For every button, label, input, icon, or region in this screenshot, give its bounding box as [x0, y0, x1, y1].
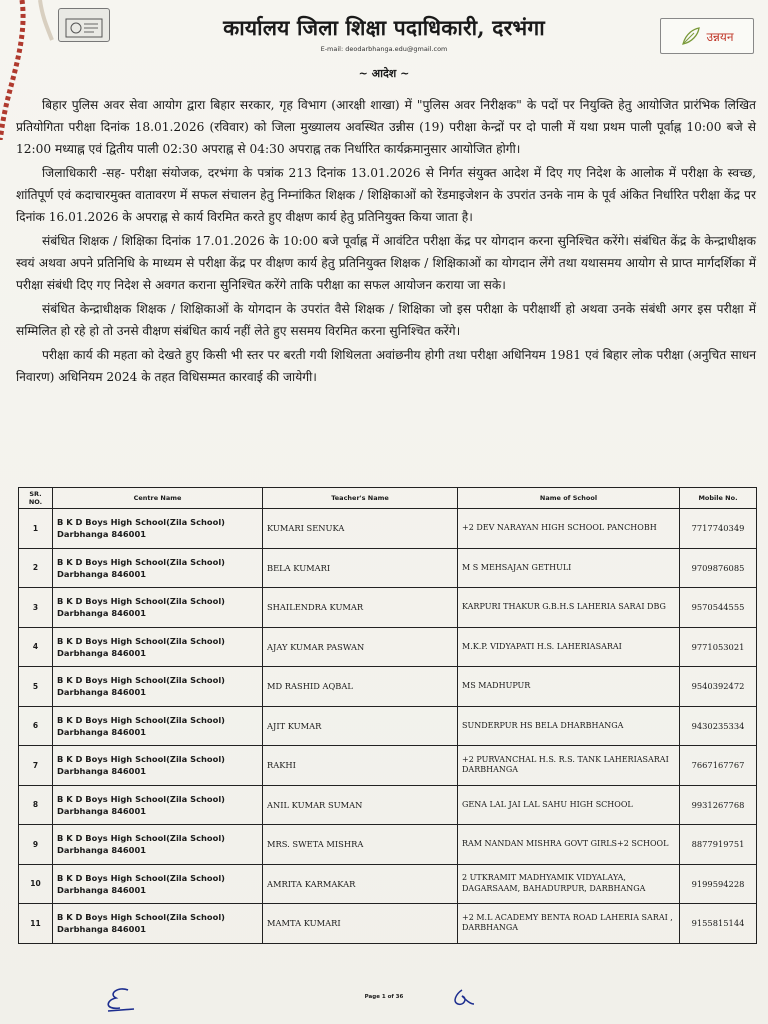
- signature-right: [446, 986, 476, 1010]
- mobile-cell: 7717740349: [680, 509, 757, 549]
- paragraph: संबंधित शिक्षक / शिक्षिका दिनांक 17.01.2026 के 10:00 बजे पूर्वाह्न में आवंटित परीक्षा केंद्र पर योगदान करना सुनिश्चित करेंगे। संबंधित केंद्र के केन्द्राधीक्षक स्वयं अथवा अपने प्रतिनिधि के माध्यम से परीक्षा केंद्र पर वीक्षण कार्य हेतु प्रतिनियुक्त शिक्षक / शिक्षिकाओं का योगदान लेंगे तथा यथासमय आयोग से प्राप्त मार्गदर्शिका में परीक्षा संबंधी दिए गए निदेश से अवगत कराना सुनिश्चित करेंगे ताकि परीक्षा का सफल आयोजन कराया जा सके।: [16, 234, 756, 292]
- office-title: कार्यालय जिला शिक्षा पदाधिकारी, दरभंगा: [223, 15, 545, 40]
- school-cell: M S MEHSAJAN GETHULI: [458, 548, 680, 588]
- paragraph: परीक्षा कार्य की महता को देखते हुए किसी भी स्तर पर बरती गयी शिथिलता अवांछनीय होगी तथा परीक्षा अधिनियम 1981 एवं बिहार लोक परीक्षा (अनुचित साधन निवारण) अधिनियम 2024 के तहत विधिसम्मत कारवाई की जायेगी।: [16, 348, 756, 384]
- table-row: [19, 864, 757, 904]
- centre-cell: [53, 509, 263, 549]
- centre-city: Darbhanga 846001: [57, 647, 146, 658]
- sr-cell: 8: [19, 785, 53, 825]
- centre-cell: [53, 904, 263, 944]
- sr-cell: 5: [19, 667, 53, 707]
- page-number: Page 1 of 36: [364, 994, 404, 1000]
- centre-name: B K D Boys High School(Zila School): [57, 912, 225, 923]
- centre-cell: [53, 548, 263, 588]
- centre-name: B K D Boys High School(Zila School): [57, 754, 225, 765]
- school-cell: +2 PURVANCHAL H.S. R.S. TANK LAHERIASARAI DARBHANGA: [458, 746, 680, 786]
- teacher-cell: ANIL KUMAR SUMAN: [263, 785, 458, 825]
- centre-cell: [53, 627, 263, 667]
- school-cell: MS MADHUPUR: [458, 667, 680, 707]
- sr-cell: 10: [19, 864, 53, 904]
- table-row: [19, 588, 757, 628]
- centre-city: Darbhanga 846001: [57, 726, 146, 737]
- centre-name: B K D Boys High School(Zila School): [57, 675, 225, 686]
- school-cell: GENA LAL JAI LAL SAHU HIGH SCHOOL: [458, 785, 680, 825]
- school-cell: SUNDERPUR HS BELA DHARBHANGA: [458, 706, 680, 746]
- mobile-cell: 9570544555: [680, 588, 757, 628]
- table-header-row: [19, 488, 757, 509]
- invigilator-table: [18, 487, 757, 944]
- table-row: [19, 667, 757, 707]
- school-cell: RAM NANDAN MISHRA GOVT GIRLS+2 SCHOOL: [458, 825, 680, 865]
- centre-city: Darbhanga 846001: [57, 687, 146, 698]
- mobile-cell: 9931267768: [680, 785, 757, 825]
- column-header-sr: SR. NO.: [19, 488, 53, 509]
- school-cell: +2 M.L ACADEMY BENTA ROAD LAHERIA SARAI , DARBHANGA: [458, 904, 680, 944]
- table-row: [19, 548, 757, 588]
- centre-city: Darbhanga 846001: [57, 568, 146, 579]
- teacher-cell: RAKHI: [263, 746, 458, 786]
- mobile-cell: 9540392472: [680, 667, 757, 707]
- table-row: [19, 904, 757, 944]
- unnayan-logo-text: उन्नयन: [706, 29, 734, 44]
- school-cell: KARPURI THAKUR G.B.H.S LAHERIA SARAI DBG: [458, 588, 680, 628]
- centre-name: B K D Boys High School(Zila School): [57, 556, 225, 567]
- teacher-cell: AMRITA KARMAKAR: [263, 864, 458, 904]
- paragraph: संबंधित केन्द्राधीक्षक शिक्षक / शिक्षिकाओं के योगदान के उपरांत वैसे शिक्षक / शिक्षिका जो इस परीक्षा के परीक्षार्थी हो अथवा उनके संबंधी अगर इस परीक्षा में सम्मिलित हो रहे हो तो उनसे वीक्षण संबंधित कार्य नहीं लेते हुए ससमय विरमित करना सुनिश्चित करेंगे।: [16, 302, 756, 338]
- table-row: [19, 706, 757, 746]
- mobile-cell: 7667167767: [680, 746, 757, 786]
- teacher-cell: KUMARI SENUKA: [263, 509, 458, 549]
- centre-name: B K D Boys High School(Zila School): [57, 714, 225, 725]
- column-header-school: Name of School: [458, 488, 680, 509]
- sr-cell: 3: [19, 588, 53, 628]
- teacher-cell: MRS. SWETA MISHRA: [263, 825, 458, 865]
- mobile-cell: 9709876085: [680, 548, 757, 588]
- mobile-cell: 9771053021: [680, 627, 757, 667]
- table-row: [19, 785, 757, 825]
- centre-city: Darbhanga 846001: [57, 766, 146, 777]
- school-cell: M.K.P. VIDYAPATI H.S. LAHERIASARAI: [458, 627, 680, 667]
- mobile-cell: 9430235334: [680, 706, 757, 746]
- centre-cell: [53, 825, 263, 865]
- teacher-cell: MAMTA KUMARI: [263, 904, 458, 944]
- sr-cell: 9: [19, 825, 53, 865]
- centre-city: Darbhanga 846001: [57, 529, 146, 540]
- centre-cell: [53, 706, 263, 746]
- sr-cell: 1: [19, 509, 53, 549]
- table-row: [19, 627, 757, 667]
- centre-name: B K D Boys High School(Zila School): [57, 793, 225, 804]
- sr-cell: 4: [19, 627, 53, 667]
- column-header-teacher: Teacher's Name: [263, 488, 458, 509]
- centre-name: B K D Boys High School(Zila School): [57, 596, 225, 607]
- teacher-cell: SHAILENDRA KUMAR: [263, 588, 458, 628]
- centre-cell: [53, 864, 263, 904]
- teacher-cell: MD RASHID AQBAL: [263, 667, 458, 707]
- centre-cell: [53, 785, 263, 825]
- centre-name: B K D Boys High School(Zila School): [57, 833, 225, 844]
- sr-cell: 6: [19, 706, 53, 746]
- teacher-cell: AJAY KUMAR PASWAN: [263, 627, 458, 667]
- column-header-mobile: Mobile No.: [680, 488, 757, 509]
- table-row: [19, 825, 757, 865]
- mobile-cell: 8877919751: [680, 825, 757, 865]
- centre-city: Darbhanga 846001: [57, 924, 146, 935]
- paragraph: जिलाधिकारी -सह- परीक्षा संयोजक, दरभंगा के पत्रांक 213 दिनांक 13.01.2026 से निर्गत संयुक्त आदेश में दिए गए निदेश के आलोक में परीक्षा के स्वच्छ, शांतिपूर्ण एवं कदाचारमुक्त वातावरण में सफल संचालन हेतु निम्नांकित शिक्षक / शिक्षिकाओं को रेंडमाइजेशन के उपरांत उनके नाम के पूर्व अंकित निर्धारित परीक्षा केंद्र पर दिनांक 16.01.2026 के अपराह्न से कार्य विरमित करते हुए वीक्षण कार्य हेतु प्रतिनियुक्त किया जाता है।: [16, 166, 756, 224]
- centre-cell: [53, 667, 263, 707]
- mobile-cell: 9199594228: [680, 864, 757, 904]
- leaf-icon: [680, 25, 702, 47]
- office-email: E-mail: deodarbhanga.edu@gmail.com: [320, 45, 448, 53]
- column-header-centre: Centre Name: [53, 488, 263, 509]
- school-cell: +2 DEV NARAYAN HIGH SCHOOL PANCHOBH: [458, 509, 680, 549]
- table-row: [19, 509, 757, 549]
- table-row: [19, 746, 757, 786]
- sr-cell: 2: [19, 548, 53, 588]
- school-cell: 2 UTKRAMIT MADHYAMIK VIDYALAYA, DAGARSAAM, BAHADURPUR, DARBHANGA: [458, 864, 680, 904]
- sr-cell: 11: [19, 904, 53, 944]
- teacher-cell: AJIT KUMAR: [263, 706, 458, 746]
- centre-cell: [53, 746, 263, 786]
- order-heading: ~ आदेश ~: [358, 67, 410, 80]
- centre-name: B K D Boys High School(Zila School): [57, 872, 225, 883]
- centre-city: Darbhanga 846001: [57, 805, 146, 816]
- paragraph: बिहार पुलिस अवर सेवा आयोग द्वारा बिहार सरकार, गृह विभाग (आरक्षी शाखा) में "पुलिस अवर निरीक्षक" के पदों पर नियुक्ति हेतु आयोजित प्रारंभिक लिखित प्रतियोगिता परीक्षा दिनांक 18.01.2026 (रविवार) को जिला मुख्यालय अवस्थित उन्नीस (19) परीक्षा केन्द्रों पर दो पाली में यथा प्रथम पाली पूर्वाह्न 10:00 बजे से 12:00 मध्याह्न एवं द्वितीय पाली 02:30 अपराह्न से 04:30 अपराह्न तक निर्धारित कार्यक्रमानुसार आयोजित होगी।: [16, 98, 756, 156]
- centre-city: Darbhanga 846001: [57, 608, 146, 619]
- sr-cell: 7: [19, 746, 53, 786]
- centre-name: B K D Boys High School(Zila School): [57, 517, 225, 528]
- order-body: [16, 94, 756, 390]
- centre-name: B K D Boys High School(Zila School): [57, 635, 225, 646]
- mobile-cell: 9155815144: [680, 904, 757, 944]
- teacher-cell: BELA KUMARI: [263, 548, 458, 588]
- centre-cell: [53, 588, 263, 628]
- centre-city: Darbhanga 846001: [57, 845, 146, 856]
- centre-city: Darbhanga 846001: [57, 884, 146, 895]
